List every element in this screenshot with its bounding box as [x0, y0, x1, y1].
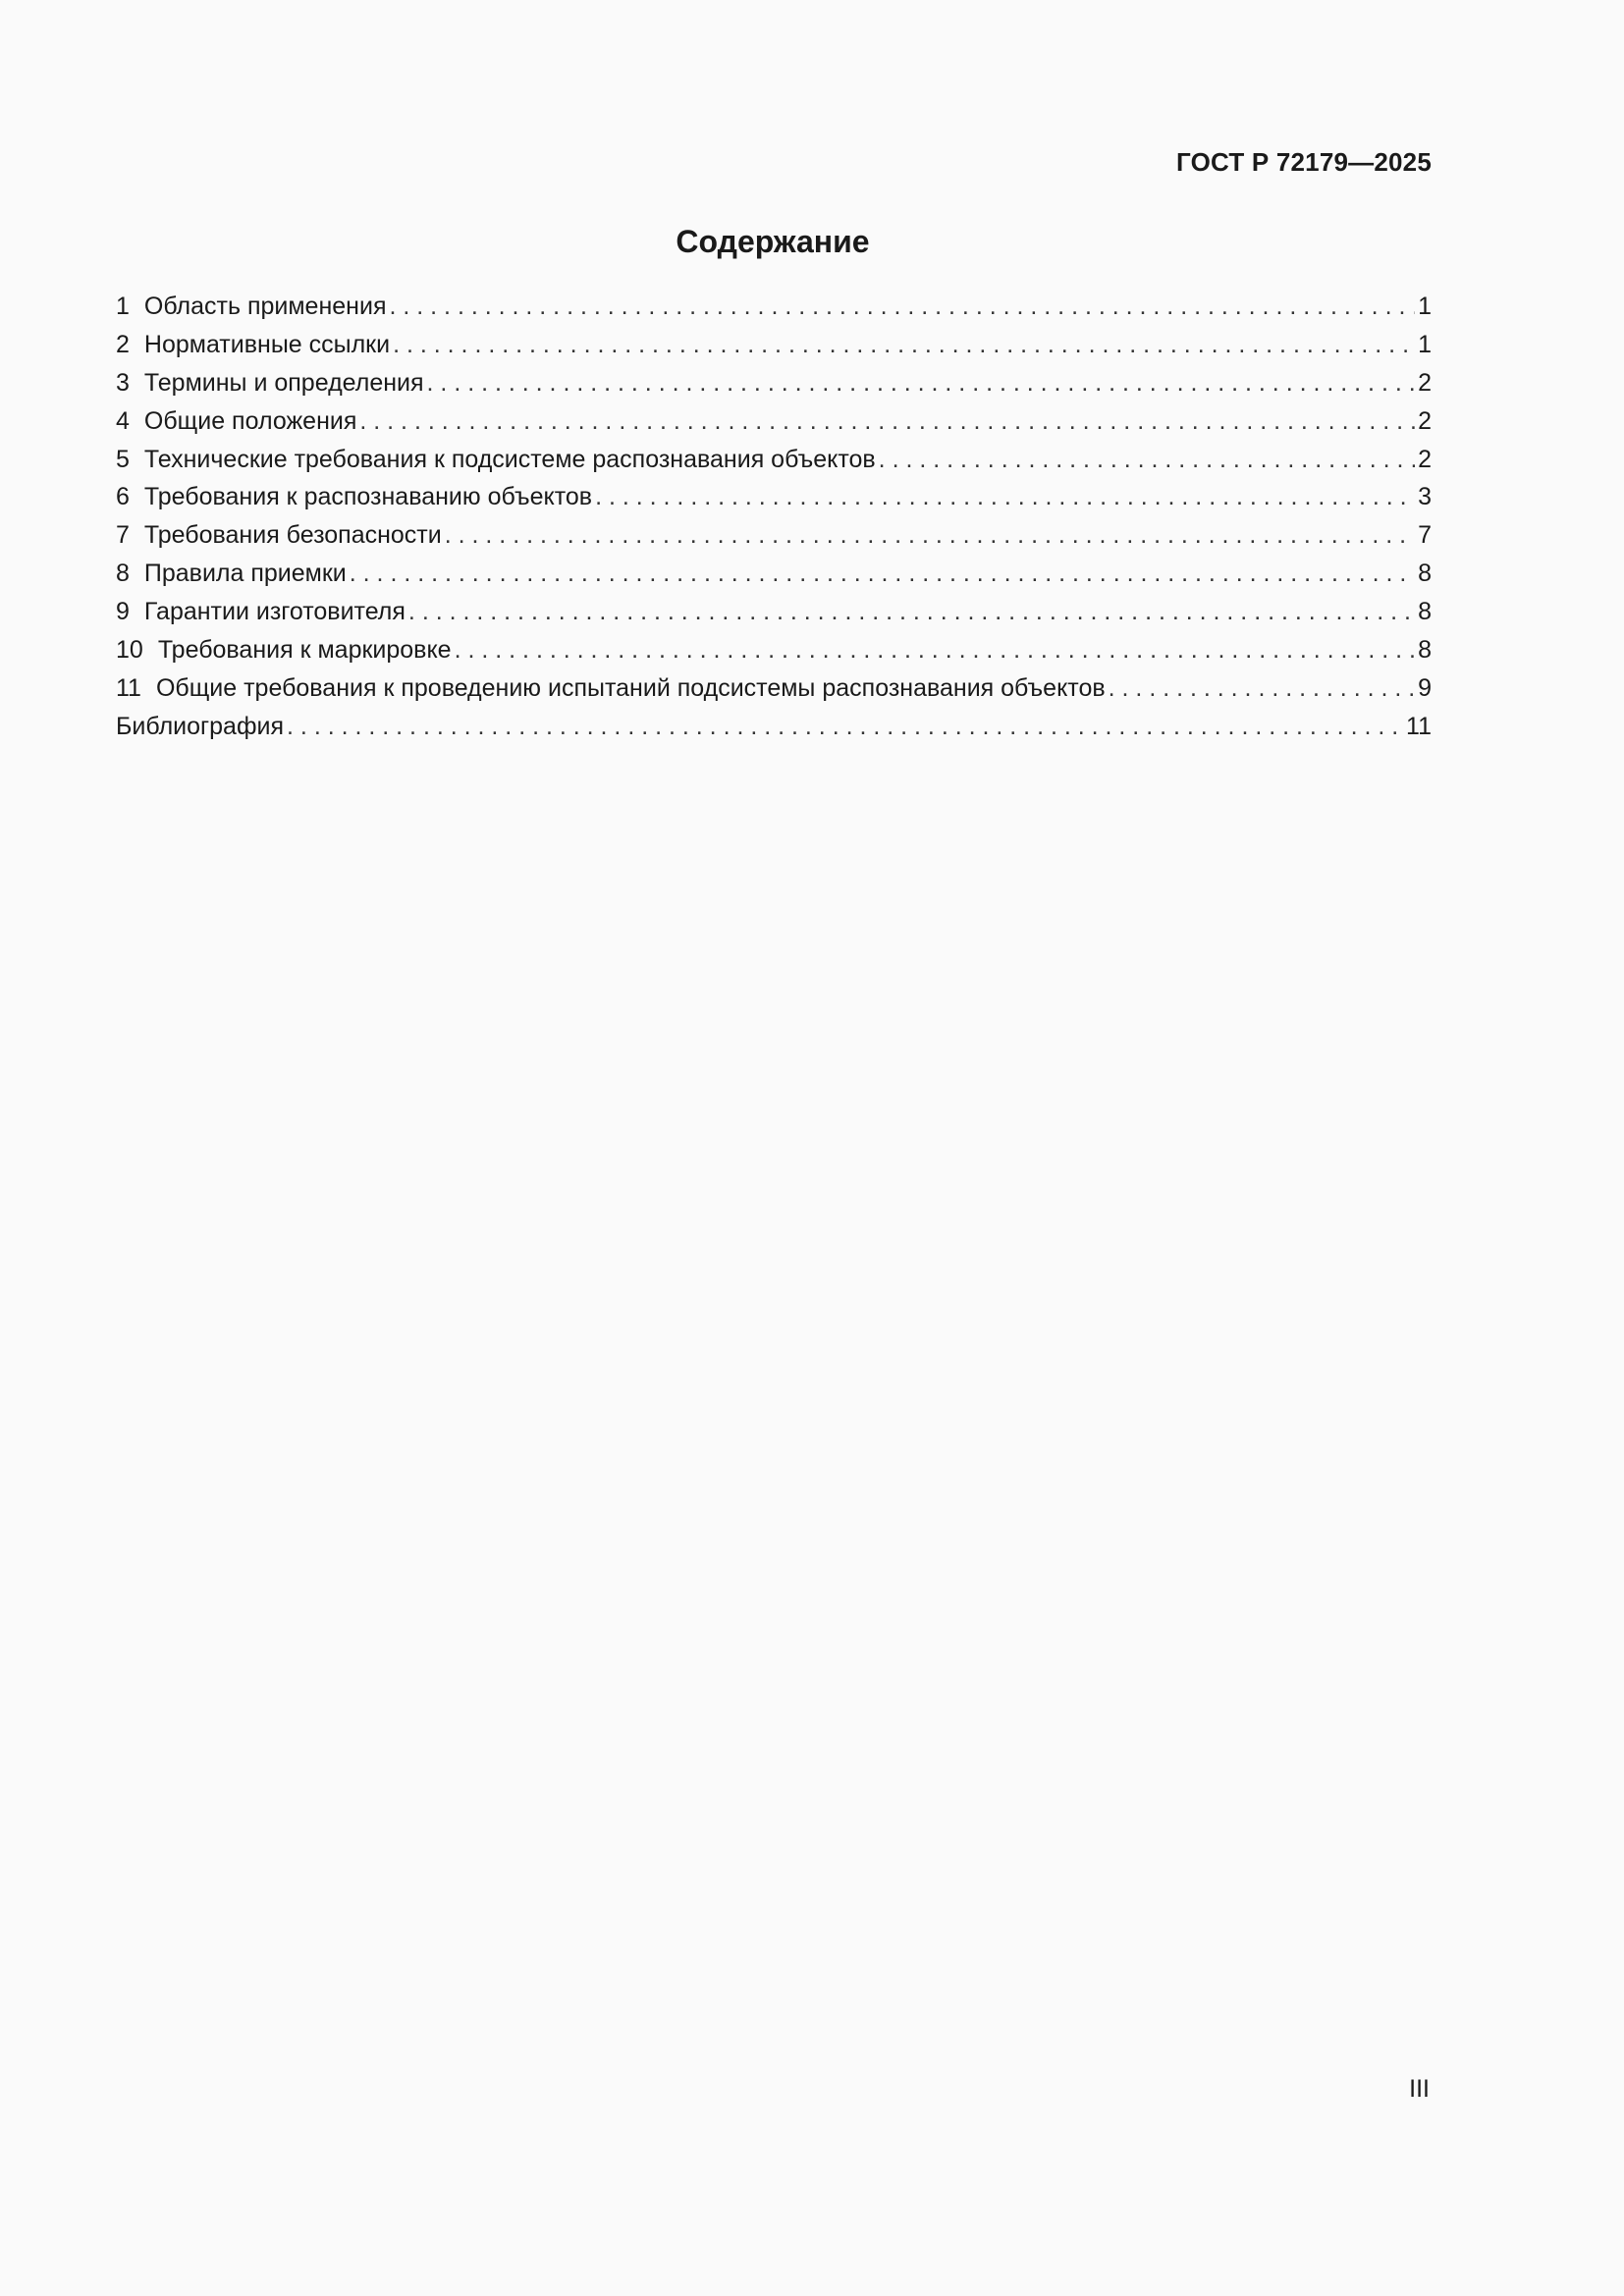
toc-item-title: Технические требования к подсистеме распознавания объектов — [143, 445, 876, 473]
toc-item-number: 5 — [116, 445, 130, 473]
toc-item[interactable] — [116, 364, 1432, 402]
toc-leader-dots — [408, 593, 1415, 631]
toc-item-number: 4 — [116, 406, 130, 435]
toc-leader-dots — [359, 402, 1415, 441]
toc-item-title: Гарантии изготовителя — [143, 598, 406, 626]
toc-item[interactable] — [116, 555, 1432, 593]
page-title: Содержание — [676, 224, 870, 259]
toc-item-title: Общие положения — [143, 406, 357, 435]
toc-item-title: Область применения — [143, 293, 387, 320]
toc-item-page: 8 — [1418, 560, 1432, 588]
toc-leader-dots — [445, 516, 1415, 555]
toc-leader-dots — [393, 326, 1415, 364]
toc-item-title: Общие требования к проведению испытаний подсистемы распознавания объектов — [155, 673, 1106, 702]
toc-item-page: 8 — [1418, 598, 1432, 626]
toc-leader-dots — [879, 441, 1415, 479]
toc-item-number: 3 — [116, 368, 130, 397]
toc-item-page: 7 — [1418, 521, 1432, 550]
toc-item-title: Требования к распознаванию объектов — [143, 483, 593, 511]
toc-item[interactable] — [116, 402, 1432, 441]
toc-leader-dots — [455, 631, 1416, 669]
toc-item-page: 8 — [1418, 636, 1432, 665]
toc-leader-dots — [350, 555, 1415, 593]
toc-item[interactable] — [116, 669, 1432, 708]
toc-item-bibliography[interactable] — [116, 708, 1432, 746]
toc-item-title: Термины и определения — [143, 368, 424, 397]
toc-item[interactable] — [116, 441, 1432, 479]
toc-item-page: 2 — [1418, 445, 1432, 473]
toc-item[interactable] — [116, 516, 1432, 555]
toc-item-number: 11 — [116, 673, 141, 702]
toc-item-number: 1 — [116, 293, 130, 320]
toc-leader-dots — [287, 708, 1403, 746]
toc-leader-dots — [389, 288, 1415, 326]
toc-item-number: 8 — [116, 560, 130, 588]
toc-leader-dots — [595, 478, 1415, 516]
toc-item-page: 1 — [1418, 330, 1432, 358]
toc-item[interactable] — [116, 478, 1432, 516]
toc-item-page: 11 — [1406, 712, 1432, 740]
toc-item-page: 2 — [1418, 368, 1432, 397]
toc-item-title: Требования безопасности — [143, 521, 442, 550]
toc-item-number: 9 — [116, 598, 130, 626]
toc-item-title: Требования к маркировке — [157, 636, 452, 665]
toc-item[interactable] — [116, 326, 1432, 364]
toc-item-title: Нормативные ссылки — [143, 330, 391, 358]
toc-leader-dots — [427, 364, 1416, 402]
table-of-contents — [116, 288, 1432, 746]
toc-item-number: 10 — [116, 636, 143, 665]
toc-item-number: 2 — [116, 330, 130, 358]
toc-leader-dots — [1109, 669, 1415, 708]
toc-item[interactable] — [116, 288, 1432, 326]
toc-item-page: 9 — [1418, 673, 1432, 702]
toc-item-title: Правила приемки — [143, 560, 347, 588]
toc-item-title: Библиография — [116, 712, 285, 740]
toc-item-page: 1 — [1418, 293, 1432, 320]
page-number: III — [1409, 2075, 1430, 2103]
toc-item-number: 7 — [116, 521, 130, 550]
toc-item[interactable] — [116, 631, 1432, 669]
document-code: ГОСТ Р 72179—2025 — [1176, 147, 1432, 177]
toc-item[interactable] — [116, 593, 1432, 631]
toc-item-page: 2 — [1418, 406, 1432, 435]
toc-item-number: 6 — [116, 483, 130, 511]
toc-item-page: 3 — [1418, 483, 1432, 511]
